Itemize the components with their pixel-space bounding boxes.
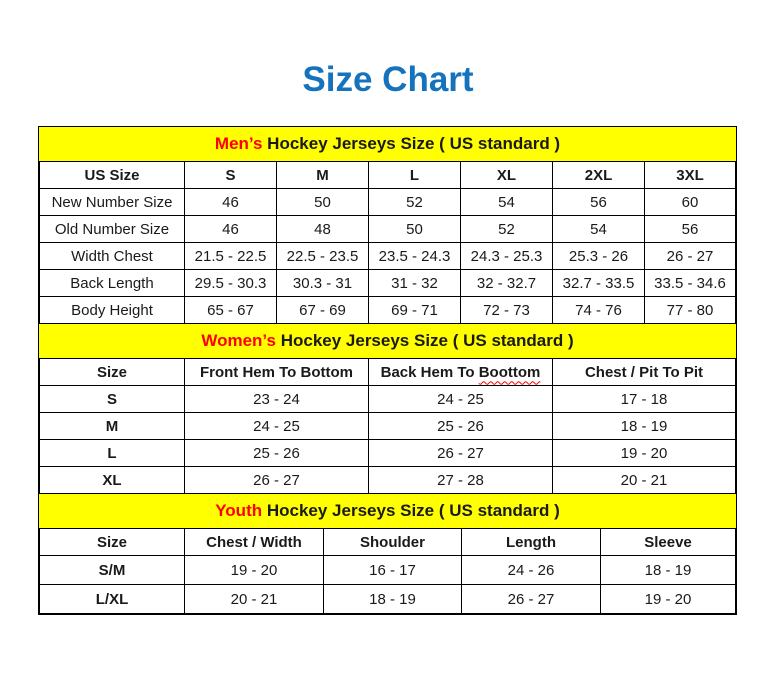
- column-header: [369, 359, 553, 386]
- youth-section-highlight: Youth: [215, 501, 263, 520]
- table-cell: 18 - 19: [324, 585, 462, 614]
- table-cell: 18 - 19: [601, 556, 736, 585]
- table-cell: 23.5 - 24.3: [369, 243, 461, 270]
- table-row: [40, 297, 736, 324]
- table-row: [40, 467, 736, 494]
- table-cell: 69 - 71: [369, 297, 461, 324]
- row-label: Old Number Size: [40, 216, 185, 243]
- table-cell: 52: [369, 189, 461, 216]
- table-cell: 25 - 26: [369, 413, 553, 440]
- table-row: [40, 270, 736, 297]
- table-cell: 32.7 - 33.5: [553, 270, 645, 297]
- table-cell: 77 - 80: [645, 297, 736, 324]
- youth-size-table: [39, 528, 736, 614]
- table-cell: 46: [185, 189, 277, 216]
- table-cell: 22.5 - 23.5: [277, 243, 369, 270]
- column-header: Shoulder: [324, 529, 462, 556]
- table-cell: 20 - 21: [553, 467, 736, 494]
- column-header: S: [185, 162, 277, 189]
- table-cell: 74 - 76: [553, 297, 645, 324]
- table-cell: 23 - 24: [185, 386, 369, 413]
- row-label: L/XL: [40, 585, 185, 614]
- table-row: [40, 440, 736, 467]
- row-label: Back Length: [40, 270, 185, 297]
- womens-section-header: [39, 324, 736, 358]
- table-cell: 67 - 69: [277, 297, 369, 324]
- table-cell: 46: [185, 216, 277, 243]
- youth-section-header-rest: Hockey Jerseys Size ( US standard ): [262, 501, 560, 520]
- table-cell: 19 - 20: [185, 556, 324, 585]
- table-cell: 24 - 25: [369, 386, 553, 413]
- mens-header-row: [40, 162, 736, 189]
- table-row: [40, 216, 736, 243]
- table-cell: 50: [277, 189, 369, 216]
- table-cell: 18 - 19: [553, 413, 736, 440]
- column-header: US Size: [40, 162, 185, 189]
- table-row: [40, 189, 736, 216]
- mens-size-table: [39, 161, 736, 324]
- row-label: S/M: [40, 556, 185, 585]
- row-label: Body Height: [40, 297, 185, 324]
- table-cell: 24 - 25: [185, 413, 369, 440]
- row-label: New Number Size: [40, 189, 185, 216]
- table-cell: 48: [277, 216, 369, 243]
- column-header: Size: [40, 359, 185, 386]
- table-cell: 65 - 67: [185, 297, 277, 324]
- table-cell: 20 - 21: [185, 585, 324, 614]
- table-row: [40, 585, 736, 614]
- table-row: [40, 386, 736, 413]
- youth-section-header: [39, 494, 736, 528]
- column-header: M: [277, 162, 369, 189]
- table-cell: 29.5 - 30.3: [185, 270, 277, 297]
- table-cell: 50: [369, 216, 461, 243]
- row-label: Width Chest: [40, 243, 185, 270]
- table-cell: 54: [461, 189, 553, 216]
- page-title: Size Chart: [302, 60, 474, 99]
- table-cell: 25 - 26: [185, 440, 369, 467]
- column-header: Size: [40, 529, 185, 556]
- womens-header-row: [40, 359, 736, 386]
- table-cell: 27 - 28: [369, 467, 553, 494]
- column-header: 3XL: [645, 162, 736, 189]
- table-cell: 26 - 27: [369, 440, 553, 467]
- table-cell: 31 - 32: [369, 270, 461, 297]
- table-cell: 26 - 27: [462, 585, 601, 614]
- column-header: L: [369, 162, 461, 189]
- womens-section-header-rest: Hockey Jerseys Size ( US standard ): [275, 331, 574, 350]
- table-cell: 72 - 73: [461, 297, 553, 324]
- table-cell: 24.3 - 25.3: [461, 243, 553, 270]
- column-header: XL: [461, 162, 553, 189]
- column-header: Length: [462, 529, 601, 556]
- table-row: [40, 243, 736, 270]
- youth-header-row: [40, 529, 736, 556]
- table-cell: 17 - 18: [553, 386, 736, 413]
- table-cell: 32 - 32.7: [461, 270, 553, 297]
- column-header: 2XL: [553, 162, 645, 189]
- table-row: [40, 556, 736, 585]
- table-row: [40, 413, 736, 440]
- table-cell: 26 - 27: [185, 467, 369, 494]
- row-label: XL: [40, 467, 185, 494]
- table-cell: 30.3 - 31: [277, 270, 369, 297]
- table-cell: 19 - 20: [601, 585, 736, 614]
- table-cell: 26 - 27: [645, 243, 736, 270]
- mens-section-header: [39, 127, 736, 161]
- mens-section-header-rest: Hockey Jerseys Size ( US standard ): [262, 134, 561, 153]
- row-label: S: [40, 386, 185, 413]
- column-header: Sleeve: [601, 529, 736, 556]
- table-cell: 16 - 17: [324, 556, 462, 585]
- row-label: M: [40, 413, 185, 440]
- table-cell: 52: [461, 216, 553, 243]
- size-chart-tables: [38, 126, 737, 615]
- table-cell: 25.3 - 26: [553, 243, 645, 270]
- row-label: L: [40, 440, 185, 467]
- table-cell: 24 - 26: [462, 556, 601, 585]
- misspelled-word: Boottom: [478, 363, 541, 381]
- womens-size-table: [39, 358, 736, 494]
- womens-section-highlight: Women’s: [201, 331, 276, 350]
- column-header: Front Hem To Bottom: [185, 359, 369, 386]
- table-cell: 60: [645, 189, 736, 216]
- table-cell: 56: [645, 216, 736, 243]
- table-cell: 19 - 20: [553, 440, 736, 467]
- table-cell: 56: [553, 189, 645, 216]
- table-cell: 33.5 - 34.6: [645, 270, 736, 297]
- column-header: Chest / Width: [185, 529, 324, 556]
- mens-section-highlight: Men’s: [214, 134, 263, 153]
- table-cell: 54: [553, 216, 645, 243]
- column-header-text: Back Hem To: [380, 363, 479, 381]
- table-cell: 21.5 - 22.5: [185, 243, 277, 270]
- column-header: Chest / Pit To Pit: [553, 359, 736, 386]
